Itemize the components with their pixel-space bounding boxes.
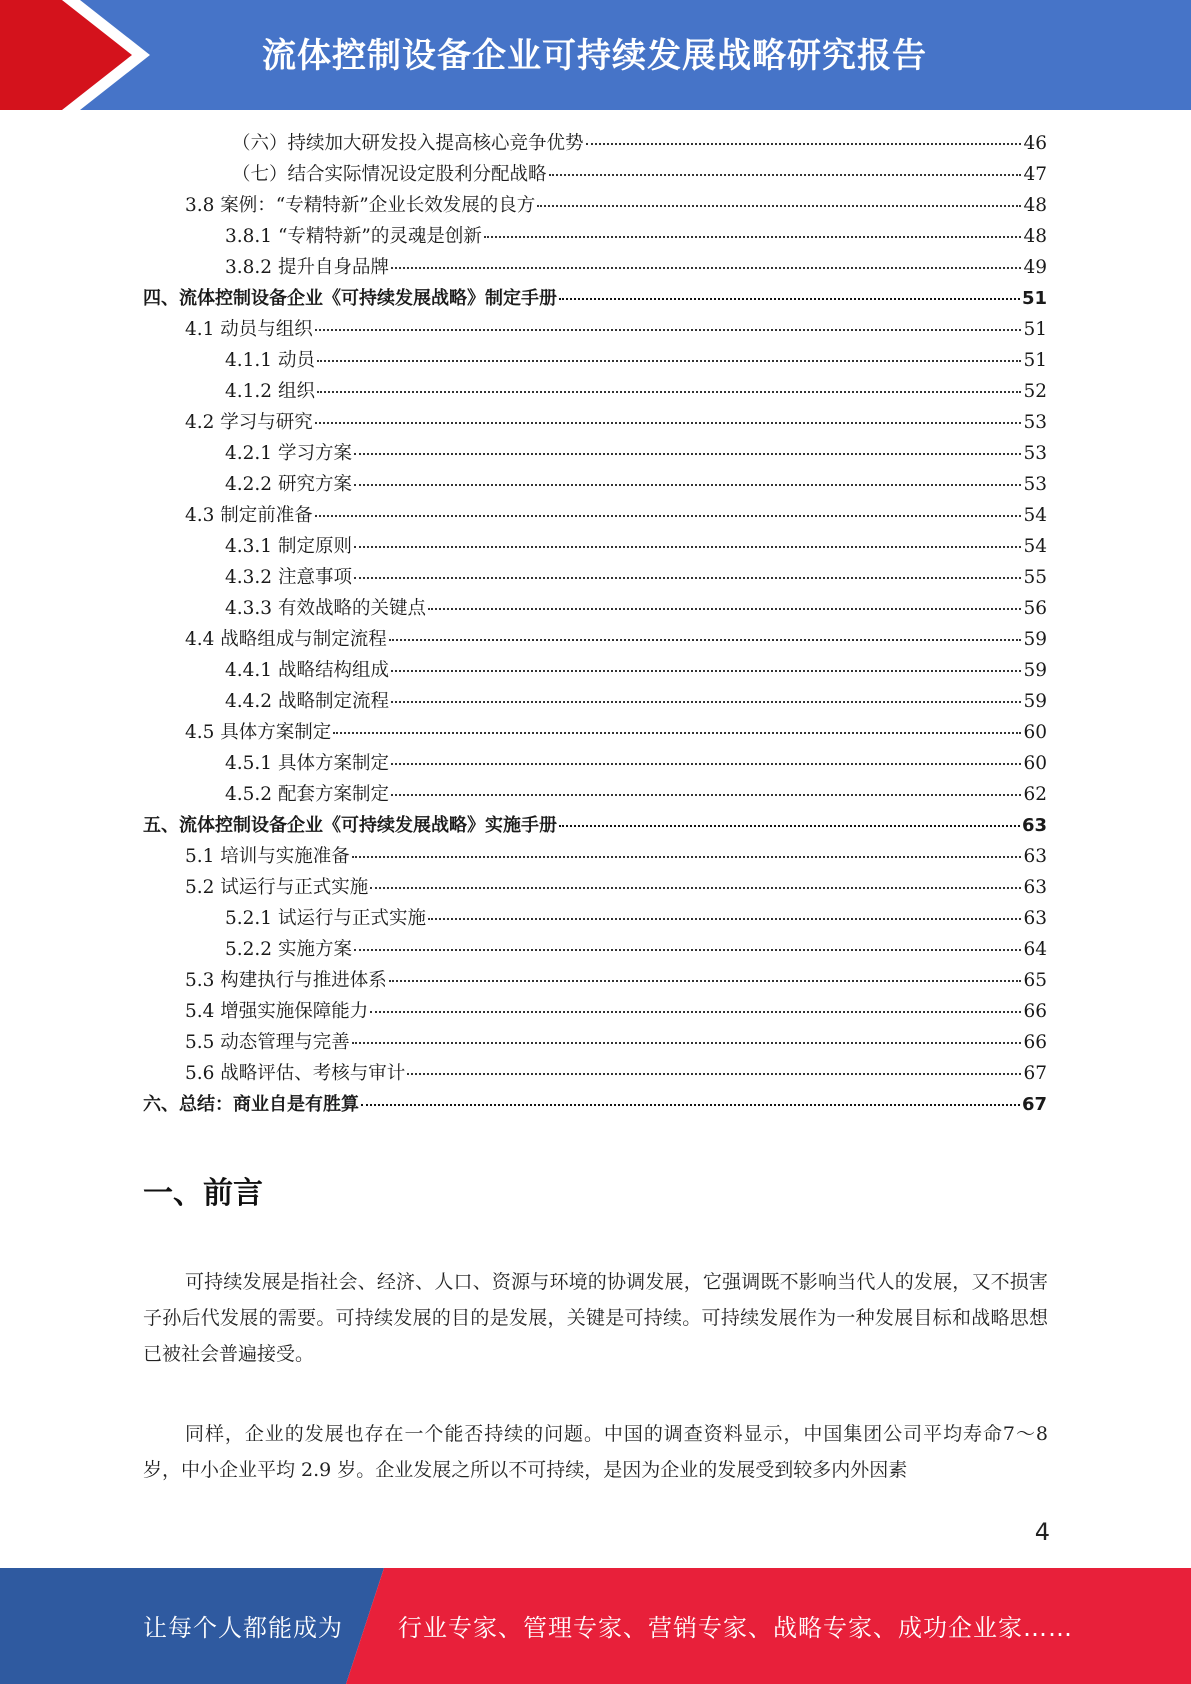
toc-entry-title: 5.2 试运行与正式实施 <box>185 877 369 898</box>
toc-entry-page: 53 <box>1023 443 1047 464</box>
toc-entry[interactable] <box>225 934 1047 965</box>
toc-entry[interactable] <box>232 159 1047 190</box>
toc-dot-leader <box>317 359 1022 362</box>
toc-dot-leader <box>391 669 1021 672</box>
toc-dot-leader <box>315 514 1022 517</box>
toc-entry-page: 55 <box>1023 567 1047 588</box>
toc-entry-title: 4.3 制定前准备 <box>185 505 313 526</box>
toc-entry-page: 53 <box>1023 412 1047 433</box>
toc-entry-page: 51 <box>1023 319 1047 340</box>
toc-entry-page: 63 <box>1023 877 1047 898</box>
toc-entry[interactable] <box>225 376 1047 407</box>
toc-entry-title: 4.3.2 注意事项 <box>225 567 352 588</box>
toc-entry-page: 51 <box>1023 350 1047 371</box>
toc-entry[interactable] <box>185 841 1047 872</box>
toc-dot-leader <box>428 917 1021 920</box>
toc-dot-leader <box>361 1103 1020 1106</box>
toc-dot-leader <box>389 638 1022 641</box>
toc-entry-title: 4.1.1 动员 <box>225 350 315 371</box>
toc-entry-title: 5.3 构建执行与推进体系 <box>185 970 387 991</box>
toc-entry-page: 63 <box>1023 908 1047 929</box>
toc-entry[interactable] <box>225 593 1047 624</box>
toc-entry-title: 5.4 增强实施保障能力 <box>185 1001 369 1022</box>
toc-entry-title: 3.8.1 “专精特新”的灵魂是创新 <box>225 226 482 247</box>
toc-dot-leader <box>354 576 1022 579</box>
toc-entry-title: 3.8.2 提升自身品牌 <box>225 257 389 278</box>
toc-entry[interactable] <box>185 190 1047 221</box>
toc-dot-leader <box>315 328 1022 331</box>
toc-entry-page: 59 <box>1023 660 1047 681</box>
toc-dot-leader <box>391 762 1021 765</box>
toc-entry-title: （七）结合实际情况设定股利分配战略 <box>232 164 547 185</box>
toc-entry[interactable] <box>185 500 1047 531</box>
toc-entry[interactable] <box>185 314 1047 345</box>
toc-dot-leader <box>317 390 1022 393</box>
toc-entry-page: 60 <box>1023 753 1047 774</box>
toc-dot-leader <box>333 731 1021 734</box>
toc-entry-title: 六、总结：商业自是有胜算 <box>143 1094 359 1115</box>
toc-entry[interactable] <box>185 407 1047 438</box>
toc-entry[interactable] <box>185 965 1047 996</box>
toc-entry[interactable] <box>225 221 1047 252</box>
toc-entry-title: 五、流体控制设备企业《可持续发展战略》实施手册 <box>143 815 557 836</box>
toc-entry[interactable] <box>185 1058 1047 1089</box>
toc-entry[interactable] <box>225 469 1047 500</box>
header-banner <box>0 0 1191 110</box>
toc-dot-leader <box>354 545 1022 548</box>
toc-entry[interactable] <box>143 810 1047 841</box>
toc-entry-page: 66 <box>1023 1001 1047 1022</box>
toc-entry-page: 62 <box>1023 784 1047 805</box>
toc-dot-leader <box>370 886 1021 889</box>
toc-entry[interactable] <box>225 779 1047 810</box>
toc-dot-leader <box>352 1041 1022 1044</box>
toc-entry-page: 67 <box>1023 1063 1047 1084</box>
toc-dot-leader <box>549 173 1022 176</box>
toc-dot-leader <box>354 948 1022 951</box>
toc-dot-leader <box>315 421 1022 424</box>
toc-entry-page: 54 <box>1023 536 1047 557</box>
toc-entry-page: 51 <box>1021 288 1047 309</box>
toc-entry-page: 52 <box>1023 381 1047 402</box>
toc-dot-leader <box>389 979 1022 982</box>
toc-dot-leader <box>354 452 1022 455</box>
toc-entry-page: 60 <box>1023 722 1047 743</box>
toc-dot-leader <box>428 607 1021 610</box>
section-title: 一、前言 <box>143 1176 263 1211</box>
toc-dot-leader <box>559 297 1020 300</box>
toc-entry-page: 56 <box>1023 598 1047 619</box>
toc-entry-title: 4.1.2 组织 <box>225 381 315 402</box>
paragraph: 同样，企业的发展也存在一个能否持续的问题。中国的调查资料显示，中国集团公司平均寿命7～8 岁，中小企业平均 2.9 岁。企业发展之所以不可持续，是因为企业的发展受到较多内外因素 <box>143 1423 1048 1481</box>
toc-entry[interactable] <box>185 996 1047 1027</box>
toc-entry-title: 4.2.1 学习方案 <box>225 443 352 464</box>
page-number: 4 <box>1034 1518 1050 1546</box>
toc-dot-leader <box>407 1072 1021 1075</box>
toc-entry-title: 4.2 学习与研究 <box>185 412 313 433</box>
toc-entry-title: 4.1 动员与组织 <box>185 319 313 340</box>
toc-entry-title: 4.5.2 配套方案制定 <box>225 784 389 805</box>
toc-entry-title: 4.5.1 具体方案制定 <box>225 753 389 774</box>
toc-entry-page: 63 <box>1021 815 1047 836</box>
toc-dot-leader <box>586 142 1022 145</box>
toc-entry-page: 53 <box>1023 474 1047 495</box>
toc-entry-page: 67 <box>1021 1094 1047 1115</box>
toc-entry-title: 4.2.2 研究方案 <box>225 474 352 495</box>
paragraph: 可持续发展是指社会、经济、人口、资源与环境的协调发展，它强调既不影响当代人的发展，又不损害子孙后代发展的需要。可持续发展的目的是发展，关键是可持续。可持续发展作为一种发展目标和战略思想已被社会普遍接受。 <box>143 1271 1048 1365</box>
toc-entry-title: 4.4 战略组成与制定流程 <box>185 629 387 650</box>
toc-dot-leader <box>559 824 1020 827</box>
toc-entry-title: 四、流体控制设备企业《可持续发展战略》制定手册 <box>143 288 557 309</box>
toc-dot-leader <box>370 1010 1021 1013</box>
toc-entry[interactable] <box>225 531 1047 562</box>
footer-banner <box>0 1568 1191 1684</box>
toc-entry[interactable] <box>143 1089 1047 1120</box>
toc-entry-page: 63 <box>1023 846 1047 867</box>
toc-entry-page: 46 <box>1023 133 1047 154</box>
toc-entry-title: 5.1 培训与实施准备 <box>185 846 350 867</box>
toc-dot-leader <box>484 235 1022 238</box>
toc-entry[interactable] <box>232 128 1047 159</box>
toc-dot-leader <box>391 266 1021 269</box>
toc-entry-title: 5.2.1 试运行与正式实施 <box>225 908 426 929</box>
toc-dot-leader <box>537 204 1021 207</box>
toc-entry-title: 4.5 具体方案制定 <box>185 722 332 743</box>
toc-dot-leader <box>352 855 1022 858</box>
toc-entry[interactable] <box>225 686 1047 717</box>
toc-entry[interactable] <box>185 717 1047 748</box>
toc-entry-title: 4.4.2 战略制定流程 <box>225 691 389 712</box>
toc-entry-title: 4.3.3 有效战略的关键点 <box>225 598 426 619</box>
toc-entry-page: 59 <box>1023 629 1047 650</box>
toc-entry-title: 5.5 动态管理与完善 <box>185 1032 350 1053</box>
toc-entry[interactable] <box>185 624 1047 655</box>
toc-entry-page: 59 <box>1023 691 1047 712</box>
toc-entry[interactable] <box>225 252 1047 283</box>
toc-entry[interactable] <box>225 748 1047 779</box>
toc-entry[interactable] <box>225 438 1047 469</box>
toc-entry-page: 64 <box>1023 939 1047 960</box>
toc-entry-title: 3.8 案例：“专精特新”企业长效发展的良方 <box>185 195 536 216</box>
toc-entry[interactable] <box>185 1027 1047 1058</box>
toc-entry-page: 48 <box>1023 226 1047 247</box>
toc-dot-leader <box>391 700 1021 703</box>
header-title: 流体控制设备企业可持续发展战略研究报告 <box>262 36 927 76</box>
toc-entry[interactable] <box>225 562 1047 593</box>
toc-entry-page: 47 <box>1023 164 1047 185</box>
footer-slogan-left: 让每个人都能成为 <box>143 1614 343 1642</box>
toc-entry[interactable] <box>143 283 1047 314</box>
toc-entry-page: 66 <box>1023 1032 1047 1053</box>
toc-dot-leader <box>391 793 1021 796</box>
toc-entry-page: 49 <box>1023 257 1047 278</box>
toc-entry-page: 48 <box>1023 195 1047 216</box>
toc-entry-title: 5.2.2 实施方案 <box>225 939 352 960</box>
toc-entry[interactable] <box>225 345 1047 376</box>
toc-entry[interactable] <box>185 872 1047 903</box>
footer-slogan-right: 行业专家、管理专家、营销专家、战略专家、成功企业家…… <box>398 1614 1073 1642</box>
toc-entry-title: 4.3.1 制定原则 <box>225 536 352 557</box>
toc-entry[interactable] <box>225 903 1047 934</box>
toc-entry-page: 54 <box>1023 505 1047 526</box>
toc-entry[interactable] <box>225 655 1047 686</box>
toc-entry-page: 65 <box>1023 970 1047 991</box>
toc-entry-title: 5.6 战略评估、考核与审计 <box>185 1063 406 1084</box>
toc-entry-title: （六）持续加大研发投入提高核心竞争优势 <box>232 133 584 154</box>
toc-entry-title: 4.4.1 战略结构组成 <box>225 660 389 681</box>
toc-dot-leader <box>354 483 1022 486</box>
